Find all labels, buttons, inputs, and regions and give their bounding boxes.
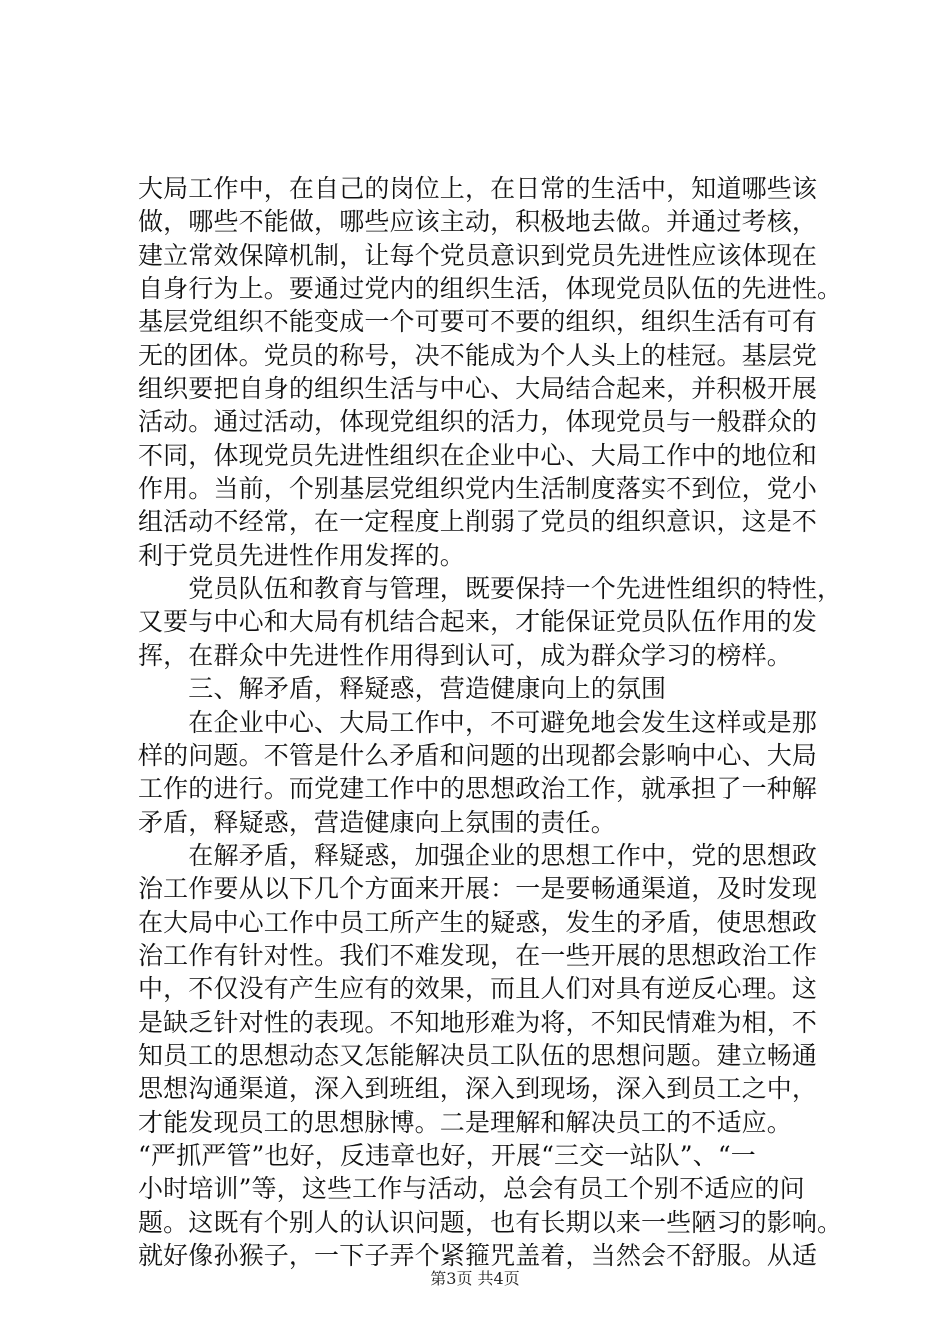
text-line: 基层党组织不能变成一个可要可不要的组织，组织生活有可有	[138, 307, 818, 337]
text-line: 才能发现员工的思想脉博。二是理解和解决员工的不适应。	[138, 1107, 792, 1137]
text-line: 党员队伍和教育与管理，既要保持一个先进性组织的特性，	[138, 574, 843, 604]
text-line: “严抓严管”也好，反违章也好，开展“三交一站队”、“一	[138, 1140, 756, 1170]
text-line: 思想沟通渠道，深入到班组，深入到现场，深入到员工之中，	[138, 1074, 818, 1104]
text-line: 大局工作中，在自己的岗位上，在日常的生活中，知道哪些该	[138, 174, 818, 203]
text-line: 组活动不经常，在一定程度上削弱了党员的组织意识，这是不	[138, 507, 818, 537]
text-line: 是缺乏针对性的表现。不知地形难为将，不知民情难为相，不	[138, 1007, 818, 1037]
text-line: 在解矛盾，释疑惑，加强企业的思想工作中，党的思想政	[138, 840, 818, 870]
text-line: 治工作要从以下几个方面来开展：一是要畅通渠道，及时发现	[138, 874, 818, 904]
text-line: 工作的进行。而党建工作中的思想政治工作，就承担了一种解	[138, 774, 818, 804]
text-line: 建立常效保障机制，让每个党员意识到党员先进性应该体现在	[138, 240, 818, 270]
text-line: 无的团体。党员的称号，决不能成为个人头上的桂冠。基层党	[138, 340, 818, 370]
text-line: 自身行为上。要通过党内的组织生活，体现党员队伍的先进性。	[138, 274, 843, 304]
text-line: 在企业中心、大局工作中，不可避免地会发生这样或是那	[138, 707, 818, 737]
text-line: 组织要把自身的组织生活与中心、大局结合起来，并积极开展	[138, 374, 818, 404]
text-line: 不同，体现党员先进性组织在企业中心、大局工作中的地位和	[138, 440, 818, 470]
text-line: 又要与中心和大局有机结合起来，才能保证党员队伍作用的发	[138, 607, 818, 637]
text-line: 中，不仅没有产生应有的效果，而且人们对具有逆反心理。这	[138, 974, 818, 1004]
text-line: 作用。当前，个别基层党组织党内生活制度落实不到位，党小	[138, 474, 818, 504]
text-line: 矛盾，释疑惑，营造健康向上氛围的责任。	[138, 807, 616, 837]
text-line: 样的问题。不管是什么矛盾和问题的出现都会影响中心、大局	[138, 740, 818, 770]
page-number: 第3页 共4页	[430, 1269, 520, 1288]
text-line: 小时培训”等，这些工作与活动，总会有员工个别不适应的问	[138, 1174, 805, 1204]
text-line: 挥，在群众中先进性作用得到认可，成为群众学习的榜样。	[138, 640, 792, 670]
text-line: 在大局中心工作中员工所产生的疑惑，发生的矛盾，使思想政	[138, 907, 818, 937]
text-line: 利于党员先进性作用发挥的。	[138, 540, 465, 570]
text-line: 活动。通过活动，体现党组织的活力，体现党员与一般群众的	[138, 407, 818, 437]
text-line: 治工作有针对性。我们不难发现，在一些开展的思想政治工作	[138, 940, 818, 970]
text-line: 做，哪些不能做，哪些应该主动，积极地去做。并通过考核，	[138, 207, 818, 237]
body-text	[138, 172, 843, 1272]
text-line: 知员工的思想动态又怎能解决员工队伍的思想问题。建立畅通	[138, 1040, 818, 1070]
section-heading: 三、解矛盾，释疑惑，营造健康向上的氛围	[138, 674, 667, 704]
text-line: 就好像孙猴子，一下子弄个紧箍咒盖着，当然会不舒服。从适	[138, 1241, 818, 1270]
text-line: 题。这既有个别人的认识问题，也有长期以来一些陋习的影响。	[138, 1207, 843, 1237]
page-footer	[0, 1268, 950, 1290]
